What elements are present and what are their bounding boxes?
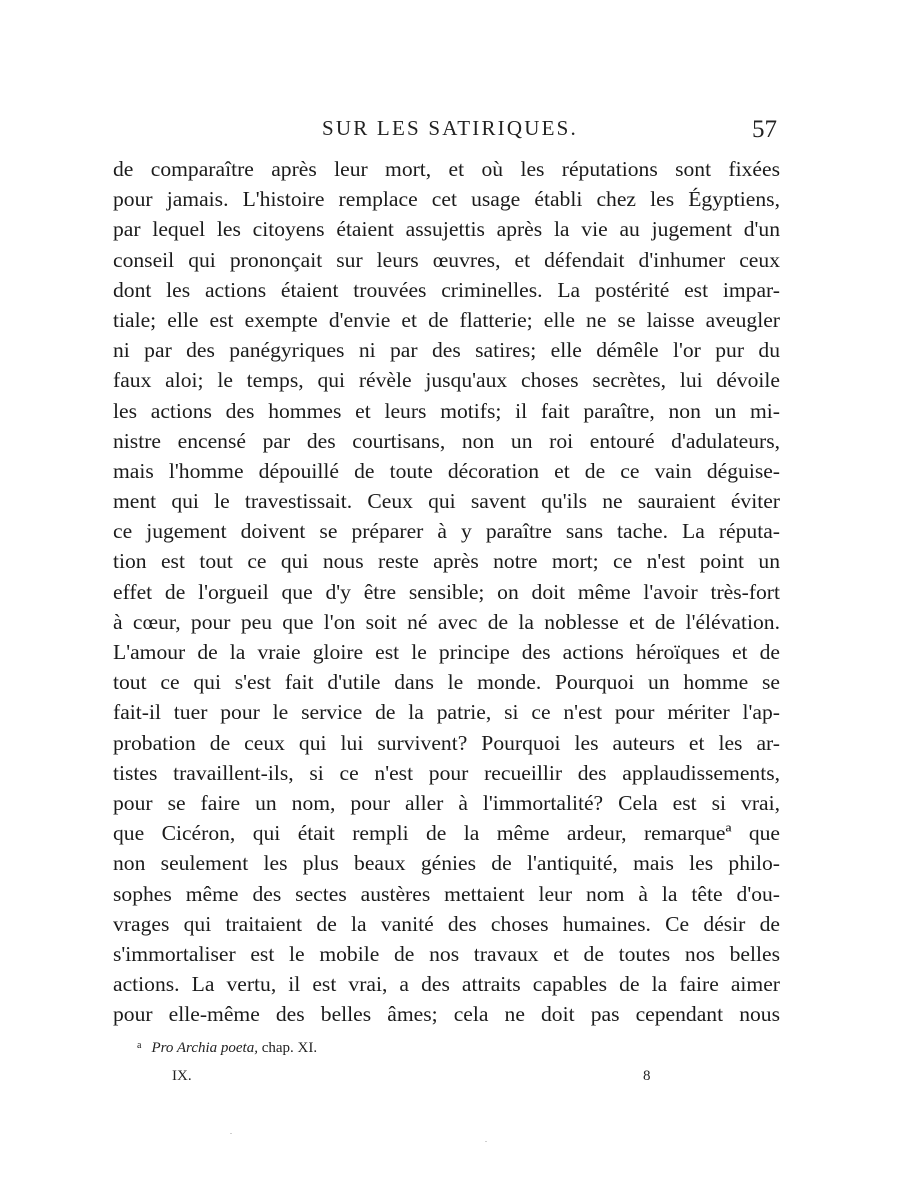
text-line: que Cicéron, qui était rempli de la même ardeur, remarqueª que bbox=[113, 821, 780, 846]
page-number: 57 bbox=[752, 116, 777, 143]
footnote bbox=[137, 1036, 317, 1058]
leaf-number: 8 bbox=[643, 1068, 651, 1084]
text-line: ce jugement doivent se préparer à y paraître sans tache. La réputa- bbox=[113, 519, 780, 544]
text-line: sophes même des sectes austères mettaient leur nom à la tête d'ou- bbox=[113, 881, 780, 906]
text-line: ment qui le travestissait. Ceux qui savent qu'ils ne sauraient éviter bbox=[113, 489, 780, 514]
text-line: tout ce qui s'est fait d'utile dans le monde. Pourquoi un homme se bbox=[113, 670, 780, 695]
text-line: pour jamais. L'histoire remplace cet usage établi chez les Égyptiens, bbox=[113, 187, 780, 212]
text-line: tistes travaillent-ils, si ce n'est pour recueillir des applaudissements, bbox=[113, 760, 780, 785]
text-line: tiale; elle est exempte d'envie et de flatterie; elle ne se laisse aveugler bbox=[113, 307, 780, 332]
text-line: mais l'homme dépouillé de toute décoration et de ce vain déguise- bbox=[113, 458, 780, 483]
text-line: effet de l'orgueil que d'y être sensible; on doit même l'avoir très-fort bbox=[113, 579, 780, 604]
paper-speck bbox=[485, 1141, 487, 1142]
footnote-marker: a bbox=[137, 1040, 142, 1051]
footnote-work-title: Pro Archia poeta, bbox=[151, 1040, 258, 1056]
text-line: fait-il tuer pour le service de la patrie, si ce n'est pour mériter l'ap- bbox=[113, 700, 780, 725]
text-line: s'immortaliser est le mobile de nos travaux et de toutes nos belles bbox=[113, 941, 780, 966]
text-line: pour elle-même des belles âmes; cela ne doit pas cependant nous bbox=[113, 1002, 780, 1027]
text-line: L'amour de la vraie gloire est le principe des actions héroïques et de bbox=[113, 640, 780, 664]
text-line: actions. La vertu, il est vrai, a des attraits capables de la faire aimer bbox=[113, 972, 780, 997]
paper-speck bbox=[230, 1133, 232, 1134]
text-line: vrages qui traitaient de la vanité des choses humaines. Ce désir de bbox=[113, 911, 780, 936]
text-line: ni par des panégyriques ni par des satires; elle démêle l'or pur du bbox=[113, 338, 780, 363]
text-line: pour se faire un nom, pour aller à l'immortalité? Cela est si vrai, bbox=[113, 790, 780, 815]
running-head bbox=[0, 113, 900, 143]
body-text bbox=[113, 154, 780, 1029]
text-line: les actions des hommes et leurs motifs; il fait paraître, non un mi- bbox=[113, 398, 780, 423]
signature-mark: IX. bbox=[172, 1068, 192, 1084]
text-line: tion est tout ce qui nous reste après notre mort; ce n'est point un bbox=[113, 549, 780, 574]
text-line: à cœur, pour peu que l'on soit né avec de la noblesse et de l'élévation. bbox=[113, 609, 780, 634]
text-line: de comparaître après leur mort, et où les réputations sont fixées bbox=[113, 157, 780, 181]
text-line: probation de ceux qui lui survivent? Pourquoi les auteurs et les ar- bbox=[113, 730, 780, 755]
footnote-reference: chap. XI. bbox=[261, 1040, 318, 1056]
text-line: non seulement les plus beaux génies de l'antiquité, mais les philo- bbox=[113, 851, 780, 876]
text-line: nistre encensé par des courtisans, non un roi entouré d'adulateurs, bbox=[113, 428, 780, 453]
running-title: SUR LES SATIRIQUES. bbox=[322, 116, 578, 140]
text-line: dont les actions étaient trouvées criminelles. La postérité est impar- bbox=[113, 277, 780, 302]
text-line: conseil qui prononçait sur leurs œuvres, et défendait d'inhumer ceux bbox=[113, 247, 780, 272]
text-line: faux aloi; le temps, qui révèle jusqu'aux choses secrètes, lui dévoile bbox=[113, 368, 780, 393]
text-line: par lequel les citoyens étaient assujettis après la vie au jugement d'un bbox=[113, 217, 780, 242]
